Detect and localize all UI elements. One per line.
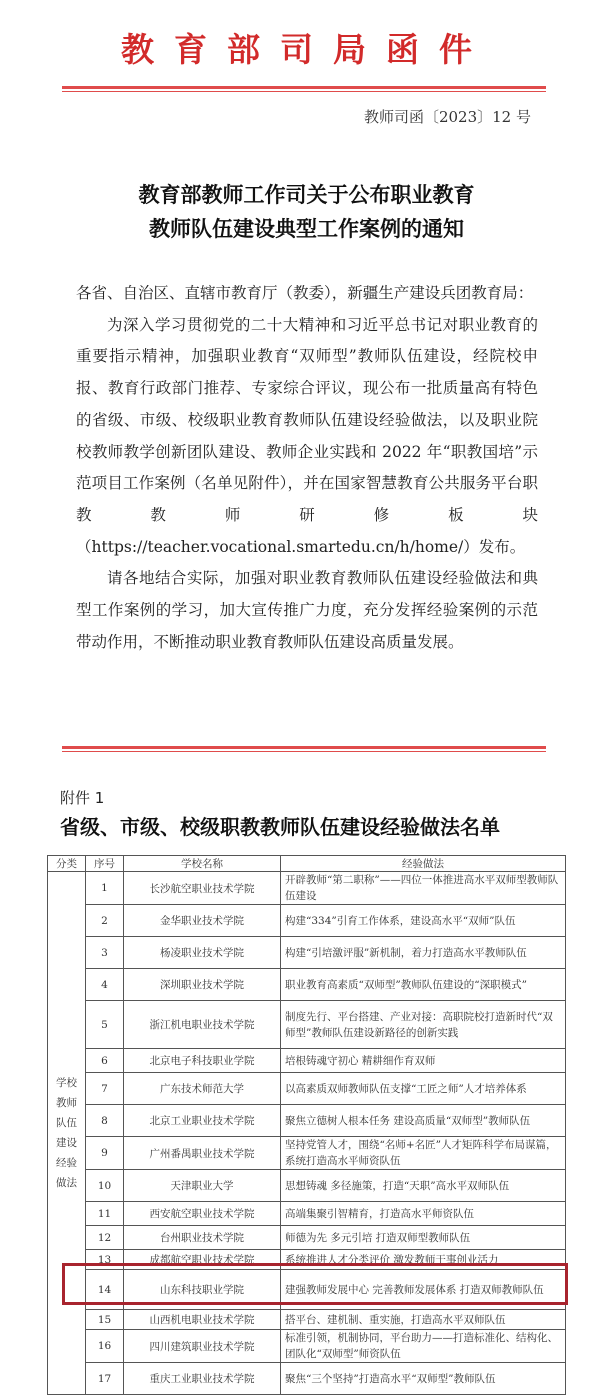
annex-title: 省级、市级、校级职教教师队伍建设经验做法名单 — [60, 815, 500, 839]
experience-text: 系统推进人才分类评价 激发教师干事创业活力 — [281, 1250, 566, 1270]
school-name: 台州职业技术学院 — [124, 1226, 281, 1250]
header-school: 学校名称 — [124, 856, 281, 872]
experience-text: 构建“334”引育工作体系，建设高水平“双师”队伍 — [281, 905, 566, 937]
row-number: 7 — [86, 1073, 124, 1105]
school-name: 山东科技职业学院 — [124, 1270, 281, 1310]
table-row — [48, 905, 566, 937]
experience-text: 师德为先 多元引培 打造双师型教师队伍 — [281, 1226, 566, 1250]
letterhead-title: 教育部司局函件 — [121, 30, 492, 69]
school-name: 金华职业技术学院 — [124, 905, 281, 937]
notice-body — [76, 278, 538, 658]
table-row — [48, 1226, 566, 1250]
cases-table — [47, 855, 566, 1395]
notice-title-line2: 教师队伍建设典型工作案例的通知 — [149, 216, 464, 241]
school-name: 广州番禺职业技术学院 — [124, 1137, 281, 1170]
table-row — [48, 1073, 566, 1105]
row-number: 17 — [86, 1363, 124, 1395]
experience-text: 制度先行、平台搭建、产业对接：高职院校打造新时代“双师型”教师队伍建设新路径的创新实践 — [281, 1001, 566, 1049]
annex-label: 附件 1 — [60, 789, 105, 807]
table-row — [48, 937, 566, 969]
row-number: 16 — [86, 1330, 124, 1363]
table-row — [48, 1049, 566, 1073]
table-row — [48, 969, 566, 1001]
school-name: 广东技术师范大学 — [124, 1073, 281, 1105]
experience-text: 标准引领，机制协同，平台助力——打造标准化、结构化、团队化“双师型”师资队伍 — [281, 1330, 566, 1363]
experience-text: 坚持党管人才，围绕“名师+名匠”人才矩阵科学布局谋篇，系统打造高水平师资队伍 — [281, 1137, 566, 1170]
table-row — [48, 1137, 566, 1170]
school-name: 北京电子科技职业学院 — [124, 1049, 281, 1073]
table-row — [48, 1170, 566, 1202]
table-row — [48, 1310, 566, 1330]
row-number: 6 — [86, 1049, 124, 1073]
bottom-red-rule — [62, 746, 546, 752]
table-header-row — [48, 856, 566, 872]
row-number: 12 — [86, 1226, 124, 1250]
school-name: 天津职业大学 — [124, 1170, 281, 1202]
header-category: 分类 — [48, 856, 86, 872]
experience-text: 建强教师发展中心 完善教师发展体系 打造双师教师队伍 — [281, 1270, 566, 1310]
table-row — [48, 1363, 566, 1395]
notice-title — [0, 178, 613, 246]
salutation: 各省、自治区、直辖市教育厅（教委），新疆生产建设兵团教育局： — [76, 284, 534, 302]
paragraph-1: 为深入学习贯彻党的二十大精神和习近平总书记对职业教育的重要指示精神，加强职业教育“双师型”教师队伍建设，经院校申报、教育行政部门推荐、专家综合评议，现公布一批质量高有特色的省级、市级、校级职业教育教师队伍建设经验做法，以及职业院校教师教学创新团队建设、教师企业实践和 2022 年“职教国培”示范项目工作案例（名单见附件），并在国家智慧教育公共服务平台职教教师研修板块（https://teacher.vocational.smartedu.cn/h/home/）发布。 — [76, 315, 538, 556]
experience-text: 开辟教师“第二职称”——四位一体推进高水平双师型教师队伍建设 — [281, 872, 566, 905]
experience-text: 聚焦“三个坚持”打造高水平“双师型”教师队伍 — [281, 1363, 566, 1395]
experience-text: 培根铸魂守初心 精耕细作育双师 — [281, 1049, 566, 1073]
row-number: 1 — [86, 872, 124, 905]
row-number: 4 — [86, 969, 124, 1001]
school-name: 深圳职业技术学院 — [124, 969, 281, 1001]
experience-text: 思想铸魂 多径施策，打造“天职”高水平双师队伍 — [281, 1170, 566, 1202]
school-name: 重庆工业职业技术学院 — [124, 1363, 281, 1395]
school-name: 杨凌职业技术学院 — [124, 937, 281, 969]
row-number: 10 — [86, 1170, 124, 1202]
table-row — [48, 1202, 566, 1226]
document-number: 教师司函〔2023〕12 号 — [363, 108, 531, 126]
row-number: 15 — [86, 1310, 124, 1330]
school-name: 西安航空职业技术学院 — [124, 1202, 281, 1226]
experience-text: 聚焦立德树人根本任务 建设高质量“双师型”教师队伍 — [281, 1105, 566, 1137]
school-name: 北京工业职业技术学院 — [124, 1105, 281, 1137]
experience-text: 以高素质双师教师队伍支撑“工匠之师”人才培养体系 — [281, 1073, 566, 1105]
paragraph-2: 请各地结合实际，加强对职业教育教师队伍建设经验做法和典型工作案例的学习，加大宣传推广力度，充分发挥经验案例的示范带动作用，不断推动职业教育教师队伍建设高质量发展。 — [76, 569, 538, 651]
school-name: 浙江机电职业技术学院 — [124, 1001, 281, 1049]
table-row — [48, 872, 566, 905]
category-cell: 学校教师队伍建设经验做法 — [48, 872, 86, 1395]
row-number: 9 — [86, 1137, 124, 1170]
row-number: 3 — [86, 937, 124, 969]
school-name: 四川建筑职业技术学院 — [124, 1330, 281, 1363]
experience-text: 构建“引培激评服”新机制，着力打造高水平教师队伍 — [281, 937, 566, 969]
table-row — [48, 1001, 566, 1049]
row-number: 2 — [86, 905, 124, 937]
header-no: 序号 — [86, 856, 124, 872]
table-row — [48, 1330, 566, 1363]
experience-text: 高端集聚引智精育，打造高水平师资队伍 — [281, 1202, 566, 1226]
top-red-rule — [62, 86, 546, 92]
row-number: 14 — [86, 1270, 124, 1310]
header-experience: 经验做法 — [281, 856, 566, 872]
school-name: 成都航空职业技术学院 — [124, 1250, 281, 1270]
notice-title-line1: 教育部教师工作司关于公布职业教育 — [138, 182, 475, 207]
row-number: 8 — [86, 1105, 124, 1137]
table-row — [48, 1105, 566, 1137]
row-number: 5 — [86, 1001, 124, 1049]
experience-text: 职业教育高素质“双师型”教师队伍建设的“深职模式” — [281, 969, 566, 1001]
row-number: 11 — [86, 1202, 124, 1226]
experience-text: 搭平台、建机制、重实施，打造高水平双师队伍 — [281, 1310, 566, 1330]
school-name: 长沙航空职业技术学院 — [124, 872, 281, 905]
highlight-box — [62, 1263, 568, 1305]
row-number: 13 — [86, 1250, 124, 1270]
letterhead — [0, 0, 613, 100]
school-name: 山西机电职业技术学院 — [124, 1310, 281, 1330]
